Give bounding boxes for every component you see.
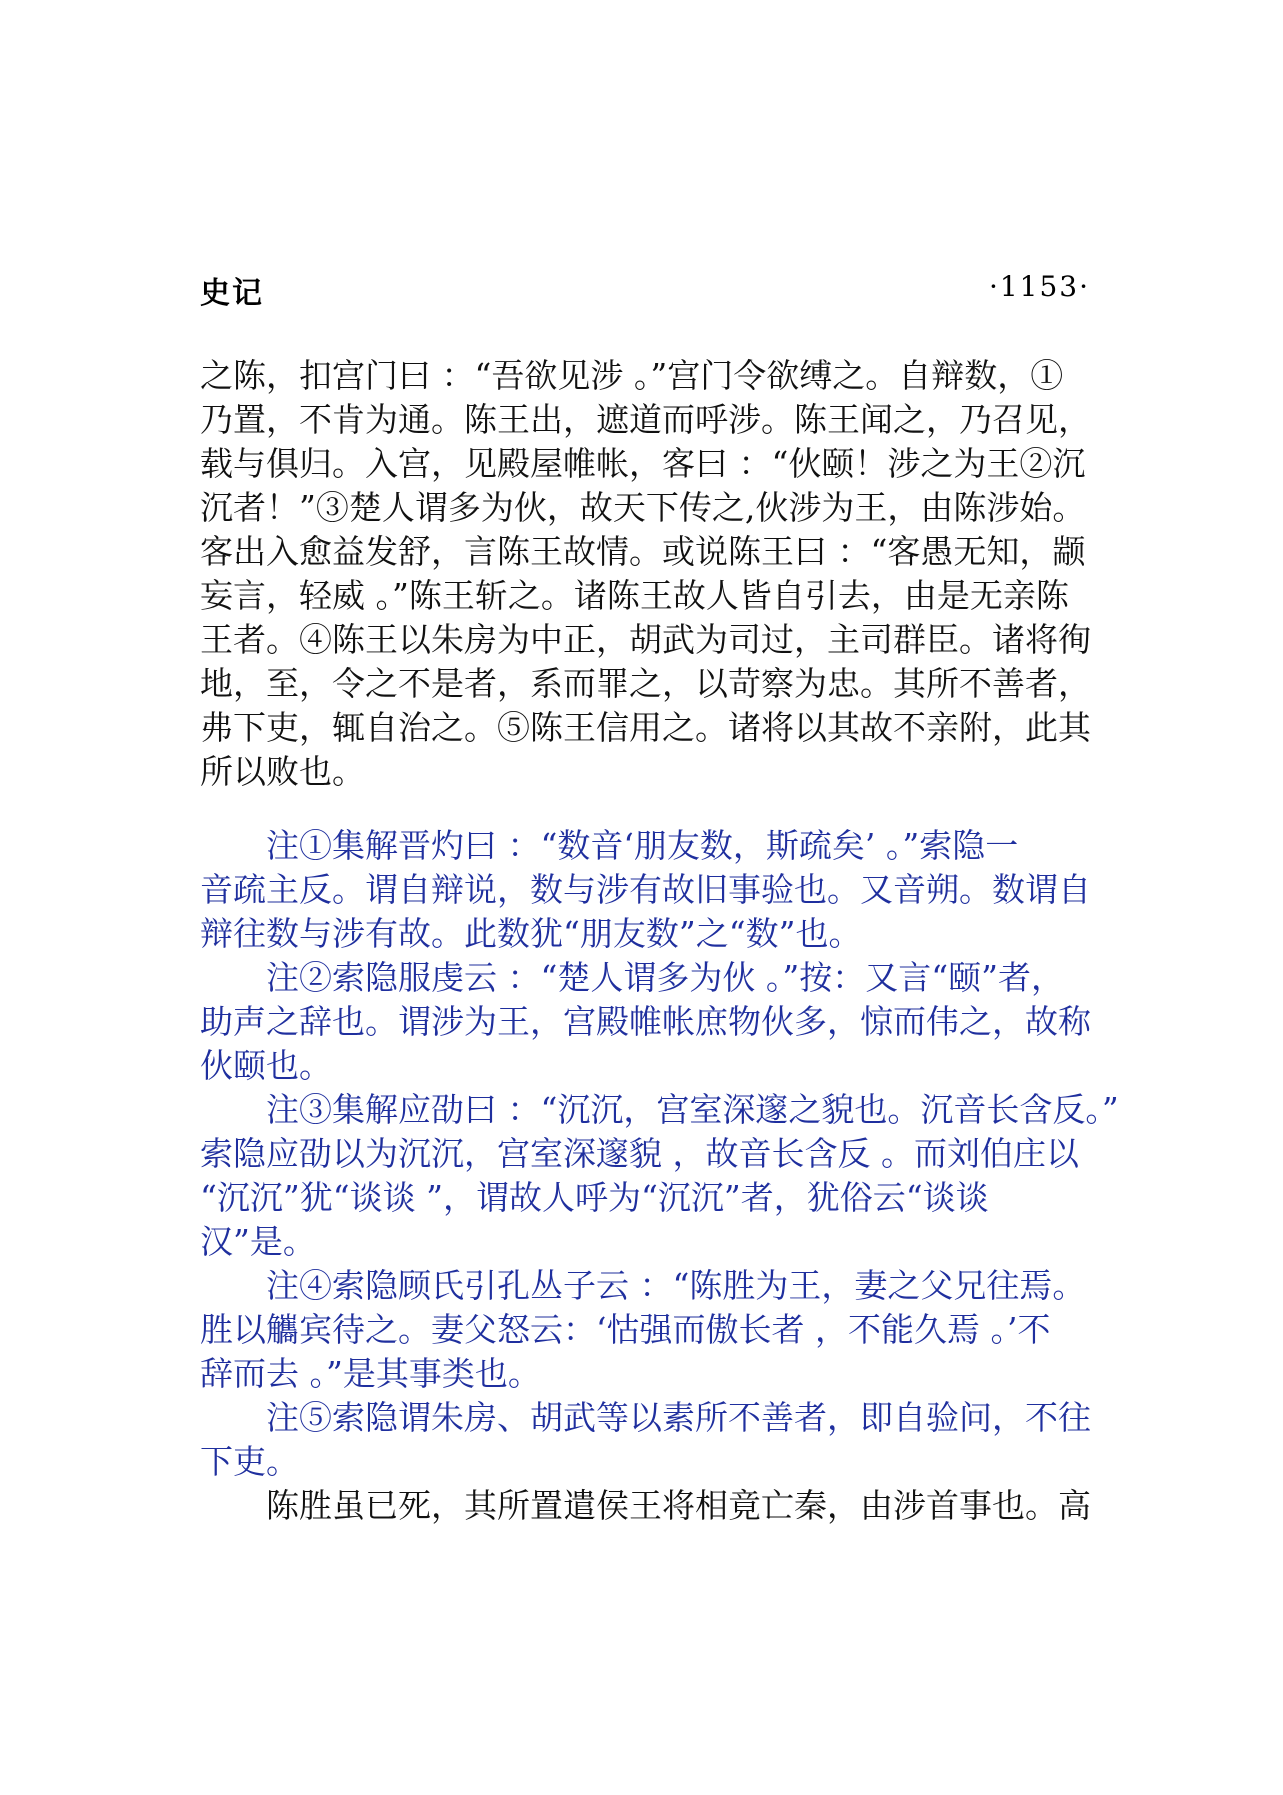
note-line: 助声之辞也。谓涉为王，宫殿帷帐庶物伙多，惊而伟之，故称 xyxy=(200,1002,1091,1041)
main-text-line: 妄言，轻威 。”陈王斩之。诸陈王故人皆自引去，由是无亲陈 xyxy=(200,576,1069,615)
main-text-line: 载与俱归。入宫，见殿屋帷帐，客曰 ：“伙颐！涉之为王②沉 xyxy=(200,444,1086,483)
note-line: 音疏主反。谓自辩说，数与涉有故旧事验也。又音朔。数谓自 xyxy=(200,870,1091,909)
note-line: 注③集解应劭曰 ：“沉沉，宫室深邃之貌也。沉音长含反。” xyxy=(266,1090,1119,1129)
main-text-line: 所以败也。 xyxy=(200,752,365,791)
main-text-line: 沉者！”③楚人谓多为伙，故天下传之,伙涉为王，由陈涉始。 xyxy=(200,488,1086,527)
note-line: 胜以觿宾待之。妻父怒云：‘怙强而傲长者 ，不能久焉 。’不 xyxy=(200,1310,1051,1349)
note-line: 辩往数与涉有故。此数犹“朋友数”之“数”也。 xyxy=(200,914,862,953)
note-line: 汉”是。 xyxy=(200,1222,316,1261)
main-text-line: 乃置，不肯为通。陈王出，遮道而呼涉。陈王闻之，乃召见， xyxy=(200,400,1091,439)
main-text-line: 地，至，令之不是者，系而罪之，以苛察为忠。其所不善者， xyxy=(200,664,1091,703)
main-text-line: 弗下吏，辄自治之。⑤陈王信用之。诸将以其故不亲附，此其 xyxy=(200,708,1091,747)
main-text-continuation-line: 陈胜虽已死，其所置遣侯王将相竟亡秦，由涉首事也。高 xyxy=(266,1486,1091,1525)
note-line: 伙颐也。 xyxy=(200,1046,332,1085)
note-line: 辞而去 。”是其事类也。 xyxy=(200,1354,541,1393)
annotation-notes-block xyxy=(200,824,1119,1528)
note-line: 注⑤索隐谓朱房、胡武等以素所不善者，即自验问，不往 xyxy=(266,1398,1091,1437)
page-header xyxy=(200,268,1090,312)
note-line: 注①集解晋灼曰 ：“数音‘朋友数，斯疏矣’ 。”索隐一 xyxy=(266,826,1019,865)
note-line: 注②索隐服虔云 ：“楚人谓多为伙 。”按：又言“颐”者， xyxy=(266,958,1064,997)
page-number: ·1153· xyxy=(988,270,1090,303)
main-text-line: 王者。④陈王以朱房为中正，胡武为司过，主司群臣。诸将徇 xyxy=(200,620,1091,659)
book-title: 史记 xyxy=(200,276,264,311)
note-line: 下吏。 xyxy=(200,1442,299,1481)
main-text-line: 客出入愈益发舒，言陈王故情。或说陈王曰 ：“客愚无知，颛 xyxy=(200,532,1086,571)
main-text-block xyxy=(200,354,1090,794)
main-text-line: 之陈，扣宫门曰 ：“吾欲见涉 。”宫门令欲缚之。自辩数，① xyxy=(200,356,1064,395)
note-line: “沉沉”犹“谈谈 ”，谓故人呼为“沉沉”者，犹俗云“谈谈 xyxy=(200,1178,989,1217)
note-line: 索隐应劭以为沉沉，宫室深邃貌 ，故音长含反 。而刘伯庄以 xyxy=(200,1134,1079,1173)
note-line: 注④索隐顾氏引孔丛子云 ：“陈胜为王，妻之父兄往焉。 xyxy=(266,1266,1086,1305)
